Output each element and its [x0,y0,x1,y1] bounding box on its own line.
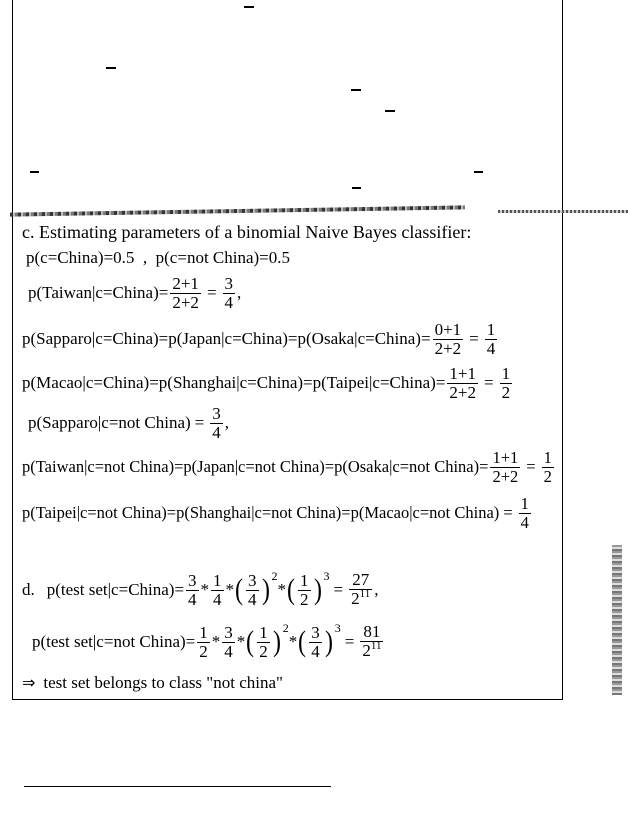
times: * [288,632,298,651]
denominator: 4 [311,641,320,661]
right-paren: ) [324,625,333,658]
priors-line [26,248,290,268]
lhs: p(test set|c=not China)= [32,632,196,651]
test-set-china-line [22,568,378,612]
equals: = [503,503,513,522]
denominator: 2 [300,589,309,609]
denominator: 2+2 [492,466,519,486]
fraction [490,449,520,486]
equals: = [206,283,217,302]
numerator: 3 [224,273,234,293]
lhs: p(Macao|c=China)=p(Shanghai|c=China)=p(Taipei|c=China)= [22,373,446,392]
lhs: p(Taiwan|c=China)= [28,283,169,302]
numerator: 1 [520,493,529,513]
implies-arrow-icon: ⇒ [22,673,36,692]
equals: = [526,457,536,476]
fraction [500,365,513,402]
fraction [360,623,383,662]
fraction [349,571,372,610]
overbar-mark [352,187,361,189]
right-paren: ) [313,573,322,606]
conclusion-text: test set belongs to class "not china" [43,673,283,692]
left-paren: ( [246,625,255,658]
numerator: 3 [248,570,257,590]
footnote-rule [24,786,331,787]
denominator: 2+2 [172,292,199,312]
denominator [349,589,372,610]
lhs: p(Sapparo|c=not China) [28,413,191,432]
numerator: 1 [501,363,511,383]
numerator: 1 [300,570,309,590]
denominator: 4 [188,589,197,609]
test-set-not-china-line [32,620,385,664]
fraction [223,275,236,312]
numerator: 3 [311,622,320,642]
times: * [211,632,221,651]
denominator: 4 [224,292,234,312]
equals: = [469,329,479,348]
equals: = [194,413,205,432]
right-paren: ) [272,625,281,658]
section-c-heading [22,222,471,242]
fraction [309,624,322,661]
overbar-mark [30,171,39,173]
exponent: 11 [359,587,371,600]
exponent: 2 [271,569,278,583]
denominator: 2 [199,641,208,661]
lhs: p(Taipei|c=not China)=p(Shanghai|c=not China)=p(Macao|c=not China) [22,503,500,522]
denominator: 2+2 [434,338,462,358]
base: 2 [351,588,360,608]
fraction [257,624,270,661]
denominator [360,641,383,662]
fraction [211,572,224,609]
denominator: 2 [259,641,268,661]
denominator: 4 [224,641,233,661]
overbar-mark [244,6,254,8]
lhs: p(Taiwan|c=not China)=p(Japan|c=not China)=p(Osaka|c=not China)= [22,457,489,476]
fraction [222,624,235,661]
conclusion-line [22,673,283,693]
numerator: 3 [188,570,197,590]
equals: = [484,373,494,392]
numerator: 1 [543,447,552,467]
numerator: 3 [212,403,221,423]
sapparo-china-line [22,318,499,360]
fraction [485,321,498,358]
numerator: 27 [352,569,370,589]
exponent: 11 [370,639,382,652]
denominator: 4 [213,589,222,609]
macao-china-line [22,362,514,404]
comma: , [237,283,242,302]
taiwan-not-china-line [22,446,556,488]
fraction [170,275,201,312]
denominator: 4 [248,589,257,609]
exponent: 3 [323,569,330,583]
denominator: 2 [501,382,511,402]
equals: = [333,580,344,599]
fraction [433,321,464,358]
fraction [447,365,478,402]
numerator: 1 [259,622,268,642]
fraction [197,624,210,661]
taipei-not-china-line [22,492,533,534]
comma: , [374,580,379,599]
left-paren: ( [287,573,296,606]
fraction [186,572,199,609]
numerator: 2+1 [172,273,199,293]
denominator: 4 [486,338,496,358]
denominator: 4 [212,422,221,442]
exponent: 2 [282,621,289,635]
section-d-label: d. [22,580,35,599]
fraction [246,572,259,609]
denominator: 2+2 [449,382,477,402]
times: * [200,580,210,599]
left-paren: ( [235,573,244,606]
fraction [519,495,531,532]
fraction [210,405,223,442]
numerator: 1 [486,319,496,339]
numerator: 81 [363,621,381,641]
overbar-mark [106,67,116,69]
page-tear-edge [498,210,628,213]
numerator: 0+1 [434,319,462,339]
numerator: 1 [213,570,222,590]
times: * [225,580,235,599]
heading-text: c. Estimating parameters of a binomial Naive Bayes classifier: [22,222,472,242]
lhs: p(Sapparo|c=China)=p(Japan|c=China)=p(Osaka|c=China)= [22,329,431,348]
lhs: p(test set|c=China)= [46,580,185,599]
overbar-mark [474,171,483,173]
left-paren: ( [298,625,307,658]
equals: = [344,632,355,651]
numerator: 1+1 [492,447,519,467]
numerator: 3 [224,622,233,642]
fraction [542,449,554,486]
page-tear-edge [612,545,622,695]
times: * [277,580,287,599]
comma: , [224,413,229,432]
denominator: 4 [520,512,529,532]
sapparo-not-china-line [28,402,229,444]
exponent: 3 [334,621,341,635]
priors-text: p(c=China)=0.5 , p(c=not China)=0.5 [26,248,291,267]
times: * [236,632,246,651]
numerator: 1+1 [449,363,477,383]
numerator: 1 [199,622,208,642]
base: 2 [362,640,371,660]
denominator: 2 [543,466,552,486]
overbar-mark [385,110,395,112]
overbar-mark [351,89,361,91]
taiwan-china-line [28,272,241,314]
fraction [298,572,311,609]
right-paren: ) [261,573,270,606]
